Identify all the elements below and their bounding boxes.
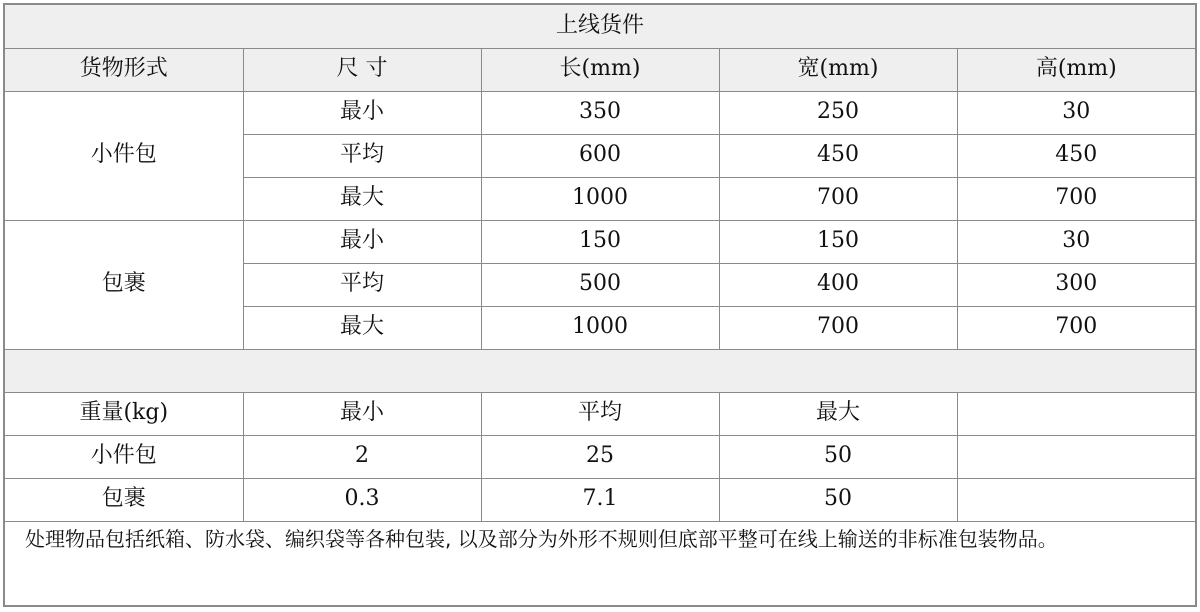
- weight-header-row: [5, 392, 1195, 435]
- table-title: 上线货件: [5, 5, 1195, 48]
- group-name-parcel: 包裹: [5, 220, 243, 349]
- size-label: 最小: [243, 91, 481, 134]
- weight-avg-value: 25: [481, 435, 719, 478]
- header-width: 宽(mm): [719, 48, 957, 91]
- weight-avg-value: 7.1: [481, 478, 719, 521]
- height-value: 450: [957, 134, 1195, 177]
- table-row: [5, 435, 1195, 478]
- table-row: [5, 91, 1195, 134]
- length-value: 1000: [481, 306, 719, 349]
- width-value: 400: [719, 263, 957, 306]
- spacer-row: [5, 349, 1195, 392]
- table-row: [5, 220, 1195, 263]
- header-weight: 重量(kg): [5, 392, 243, 435]
- weight-max-value: 50: [719, 435, 957, 478]
- height-value: 300: [957, 263, 1195, 306]
- header-length: 长(mm): [481, 48, 719, 91]
- length-value: 150: [481, 220, 719, 263]
- spec-sheet: [3, 3, 1197, 607]
- weight-row-name: 包裹: [5, 478, 243, 521]
- header-weight-min: 最小: [243, 392, 481, 435]
- height-value: 700: [957, 177, 1195, 220]
- length-value: 500: [481, 263, 719, 306]
- weight-row-name: 小件包: [5, 435, 243, 478]
- size-label: 最大: [243, 177, 481, 220]
- weight-max-value: 50: [719, 478, 957, 521]
- length-value: 1000: [481, 177, 719, 220]
- header-weight-max: 最大: [719, 392, 957, 435]
- size-label: 平均: [243, 134, 481, 177]
- table-row: [5, 478, 1195, 521]
- height-value: 700: [957, 306, 1195, 349]
- size-label: 最大: [243, 306, 481, 349]
- empty-cell: [957, 392, 1195, 435]
- size-label: 最小: [243, 220, 481, 263]
- header-cargo-type: 货物形式: [5, 48, 243, 91]
- empty-cell: [957, 478, 1195, 521]
- footnote: 处理物品包括纸箱、防水袋、编织袋等各种包装, 以及部分为外形不规则但底部平整可在线上输送的非标准包装物品。: [25, 527, 1058, 551]
- size-label: 平均: [243, 263, 481, 306]
- length-value: 600: [481, 134, 719, 177]
- weight-min-value: 0.3: [243, 478, 481, 521]
- weight-min-value: 2: [243, 435, 481, 478]
- header-size: 尺 寸: [243, 48, 481, 91]
- width-value: 450: [719, 134, 957, 177]
- spec-table: [5, 5, 1195, 522]
- width-value: 150: [719, 220, 957, 263]
- empty-cell: [957, 435, 1195, 478]
- width-value: 700: [719, 306, 957, 349]
- height-value: 30: [957, 220, 1195, 263]
- header-height: 高(mm): [957, 48, 1195, 91]
- width-value: 700: [719, 177, 957, 220]
- length-value: 350: [481, 91, 719, 134]
- group-name-small-package: 小件包: [5, 91, 243, 220]
- height-value: 30: [957, 91, 1195, 134]
- width-value: 250: [719, 91, 957, 134]
- header-weight-avg: 平均: [481, 392, 719, 435]
